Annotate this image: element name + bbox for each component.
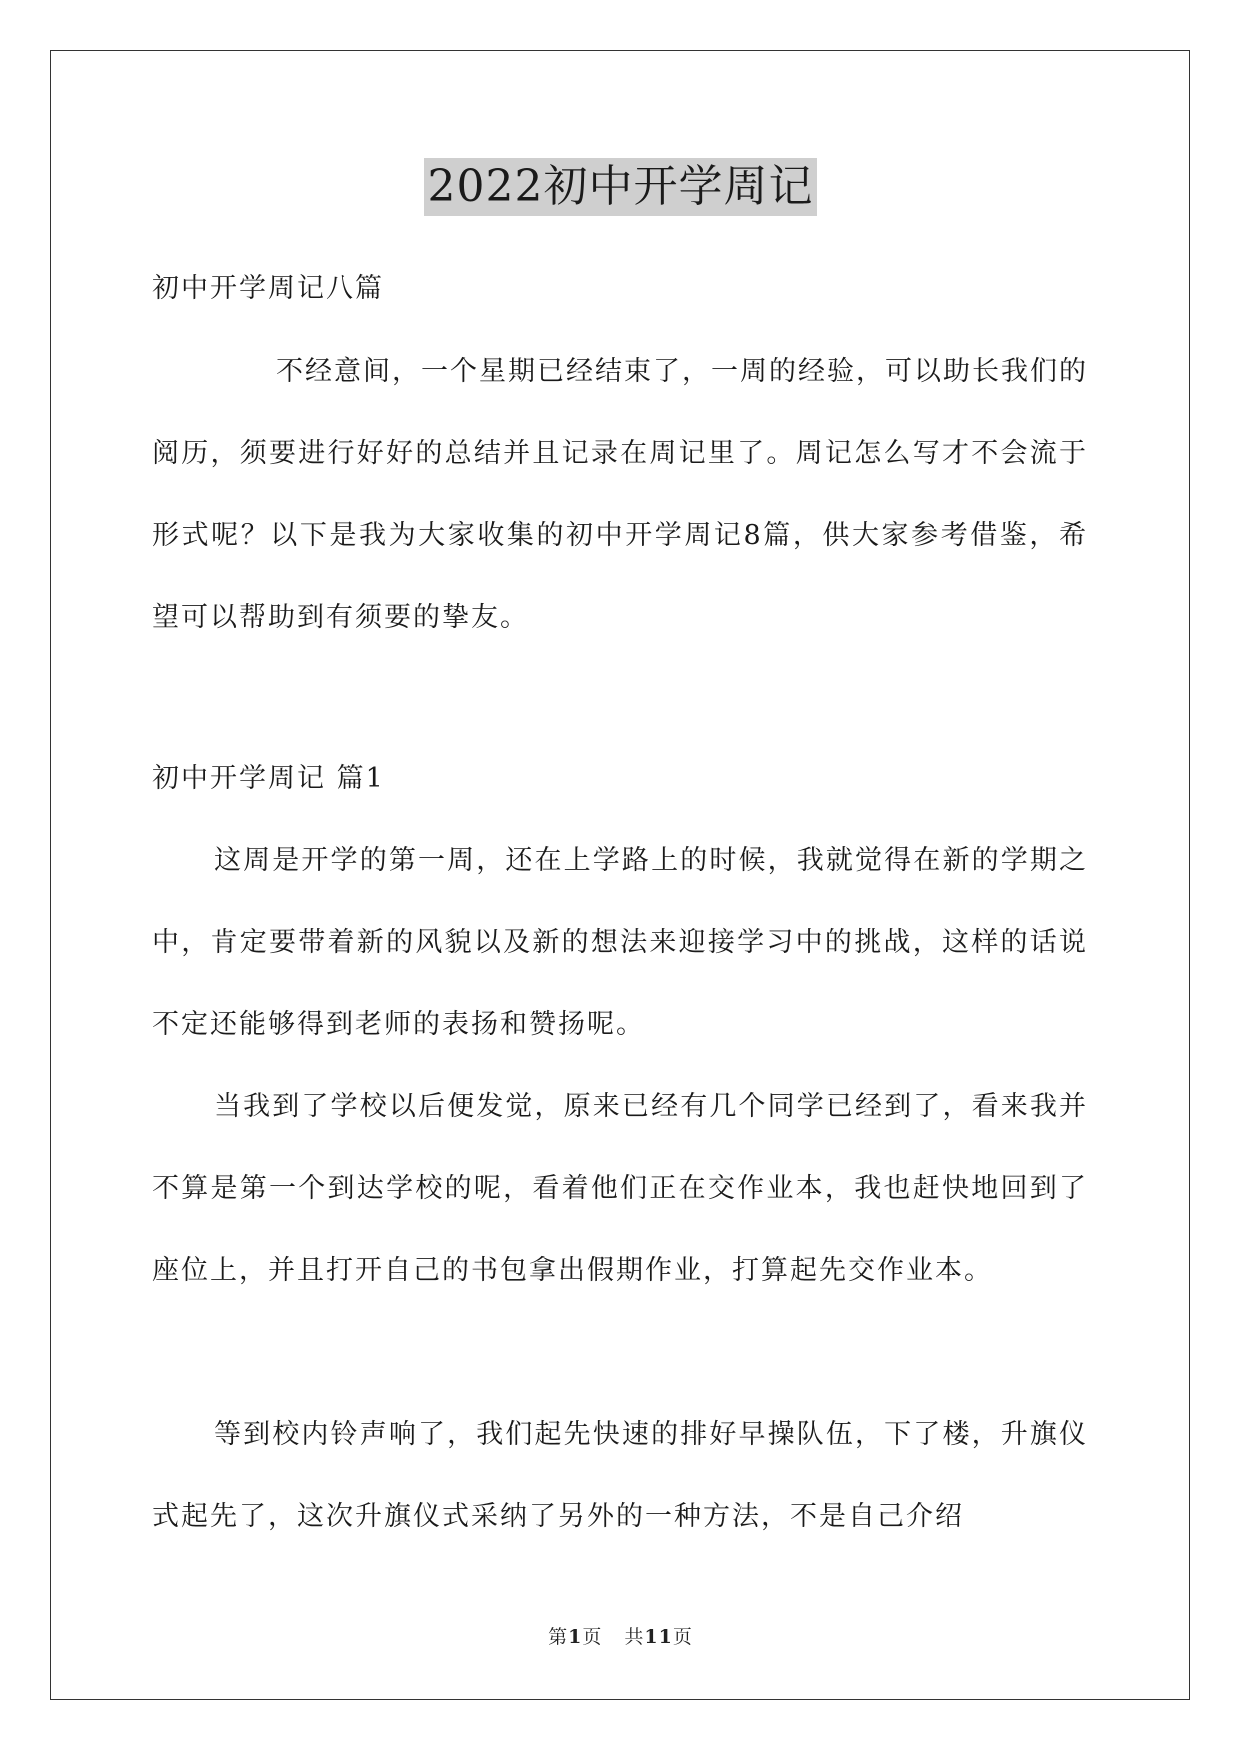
body-paragraph-2: 当我到了学校以后便发觉，原来已经有几个同学已经到了，看来我并不算是第一个到达学校的呢，看着他们正在交作业本，我也赶快地回到了座位上，并且打开自己的书包拿出假期作业，打算起先交作业本。 (152, 1091, 1088, 1286)
intro-paragraph: 不经意间，一个星期已经结束了，一周的经验，可以助长我们的阅历，须要进行好好的总结并且记录在周记里了。周记怎么写才不会流于形式呢？以下是我为大家收集的初中开学周记8篇，供大家参考借鉴，希望可以帮助到有须要的挚友。 (152, 356, 1088, 633)
body-paragraph-1: 这周是开学的第一周，还在上学路上的时候，我就觉得在新的学期之中，肯定要带着新的风貌以及新的想法来迎接学习中的挑战，这样的话说不定还能够得到老师的表扬和赞扬呢。 (152, 845, 1088, 1040)
title-container (0, 158, 1241, 216)
section-heading: 初中开学周记 篇1 (152, 763, 385, 794)
total-prefix: 共 (624, 1626, 645, 1648)
total-unit: 页 (672, 1626, 693, 1648)
total-page-number: 11 (644, 1626, 673, 1648)
current-page-number: 1 (568, 1626, 583, 1648)
document-title: 2022初中开学周记 (424, 158, 818, 216)
page-unit: 页 (582, 1626, 603, 1648)
page-footer (0, 1622, 1241, 1649)
body-paragraph-3: 等到校内铃声响了，我们起先快速的排好早操队伍，下了楼，升旗仪式起先了，这次升旗仪式采纳了另外的一种方法，不是自己介绍 (152, 1419, 1088, 1532)
page-prefix: 第 (548, 1626, 569, 1648)
document-subtitle: 初中开学周记八篇 (152, 273, 384, 304)
